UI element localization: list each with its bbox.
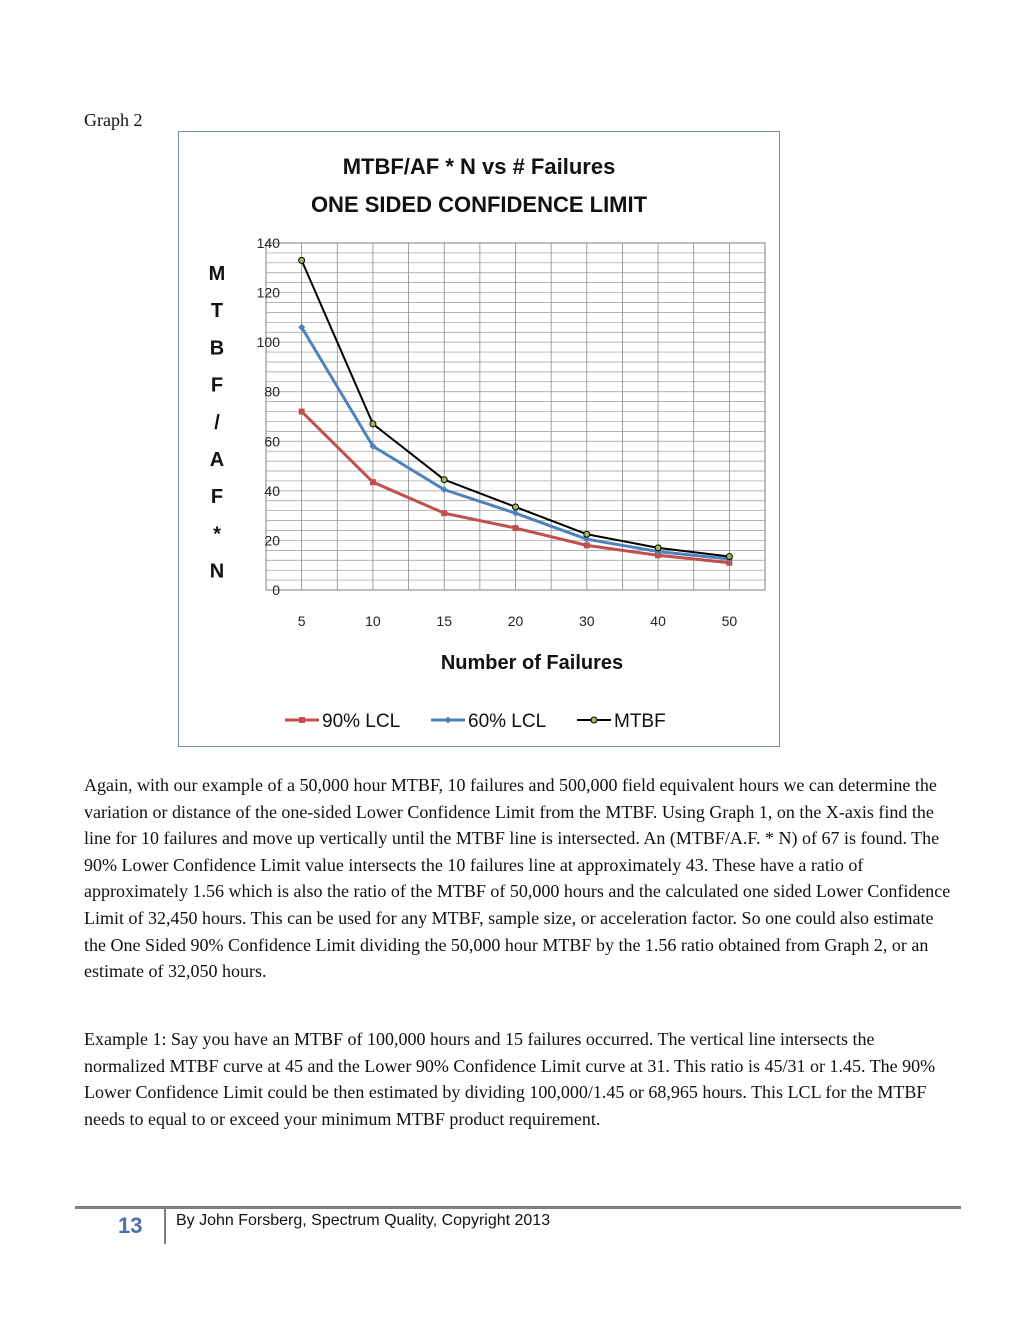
- y-axis-label-char: /: [214, 411, 220, 434]
- y-tick-label: 40: [264, 482, 280, 499]
- y-tick-label: 20: [264, 532, 280, 549]
- data-point: [370, 479, 376, 485]
- y-axis-label-char: *: [213, 523, 221, 546]
- legend-label: MTBF: [614, 711, 666, 732]
- data-point: [584, 542, 590, 548]
- y-axis-label-char: F: [210, 374, 224, 397]
- x-tick-label: 10: [365, 613, 381, 629]
- x-axis-label: Number of Failures: [440, 652, 624, 674]
- data-point: [513, 525, 519, 531]
- y-axis-label-char: B: [209, 337, 225, 360]
- legend-marker: [591, 717, 597, 723]
- data-point: [299, 409, 305, 415]
- x-tick-label: 40: [650, 613, 666, 629]
- x-tick-label: 15: [436, 613, 453, 629]
- y-axis-label-char: M: [208, 263, 226, 285]
- x-tick-label: 30: [578, 613, 595, 629]
- chart-title-line: ONE SIDED CONFIDENCE LIMIT: [310, 192, 648, 217]
- footer-rule: [75, 1206, 961, 1209]
- footer-divider: [164, 1208, 166, 1244]
- y-tick-label: 140: [256, 235, 280, 251]
- x-tick-label: 5: [297, 613, 306, 629]
- x-tick-label: 20: [507, 613, 524, 629]
- x-tick-label: 50: [721, 613, 738, 629]
- y-tick-label: 0: [272, 582, 280, 598]
- y-tick-label: 60: [264, 433, 280, 450]
- graph-label: Graph 2: [84, 110, 143, 130]
- data-point: [655, 545, 661, 551]
- y-axis-label-char: A: [209, 449, 225, 471]
- chart-frame: [178, 131, 780, 747]
- y-axis-label-char: T: [210, 300, 224, 323]
- data-point: [726, 554, 732, 560]
- data-point: [513, 504, 519, 510]
- data-point: [370, 421, 376, 427]
- paragraph-1: Again, with our example of a 50,000 hour MTBF, 10 failures and 500,000 field equivalent hours we can determine the variation or distance of the one-sided Lower Confidence Limit from the MTBF. Using Graph 1, on the X-axis find the line for 10 failures and move up vertically until the MTBF line is intersected. An (MTBF/A.F. * N) of 67 is found. The 90% Lower Confidence Limit value intersects the 10 failures line at approximately 43. These have a ratio of approximately 1.56 which is also the ratio of the MTBF of 50,000 hours and the calculated one sided Lower Confidence Limit of 32,450 hours. This can be used for any MTBF, sample size, or acceleration factor. So one could also estimate the One Sided 90% Confidence Limit dividing the 50,000 hour MTBF by the 1.56 ratio obtained from Graph 2, or an estimate of 32,050 hours.: [84, 775, 951, 982]
- data-point: [441, 477, 447, 483]
- data-point: [299, 257, 305, 263]
- y-tick-label: 120: [256, 284, 280, 301]
- chart-title-line: MTBF/AF * N vs # Failures: [342, 154, 616, 179]
- legend-label: 90% LCL: [322, 711, 401, 732]
- legend-label: 60% LCL: [468, 711, 547, 732]
- legend-marker: [445, 717, 452, 724]
- y-axis-label-char: N: [209, 560, 225, 583]
- y-axis-label-char: F: [210, 486, 224, 509]
- line-chart: [179, 132, 779, 746]
- footer-text: By John Forsberg, Spectrum Quality, Copyright 2013: [176, 1212, 551, 1229]
- legend-marker: [299, 717, 305, 723]
- y-tick-label: 80: [264, 383, 280, 400]
- y-tick-label: 100: [256, 334, 280, 351]
- data-point: [441, 510, 447, 516]
- page-number: 13: [118, 1213, 143, 1238]
- data-point: [584, 531, 590, 537]
- paragraph-2: Example 1: Say you have an MTBF of 100,000 hours and 15 failures occurred. The vertical line intersects the normalized MTBF curve at 45 and the Lower 90% Confidence Limit curve at 31. This ratio is 45/31 or 1.45. The 90% Lower Confidence Limit could be then estimated by dividing 100,000/1.45 or 68,965 hours. This LCL for the MTBF needs to equal to or exceed your minimum MTBF product requirement.: [84, 1029, 936, 1129]
